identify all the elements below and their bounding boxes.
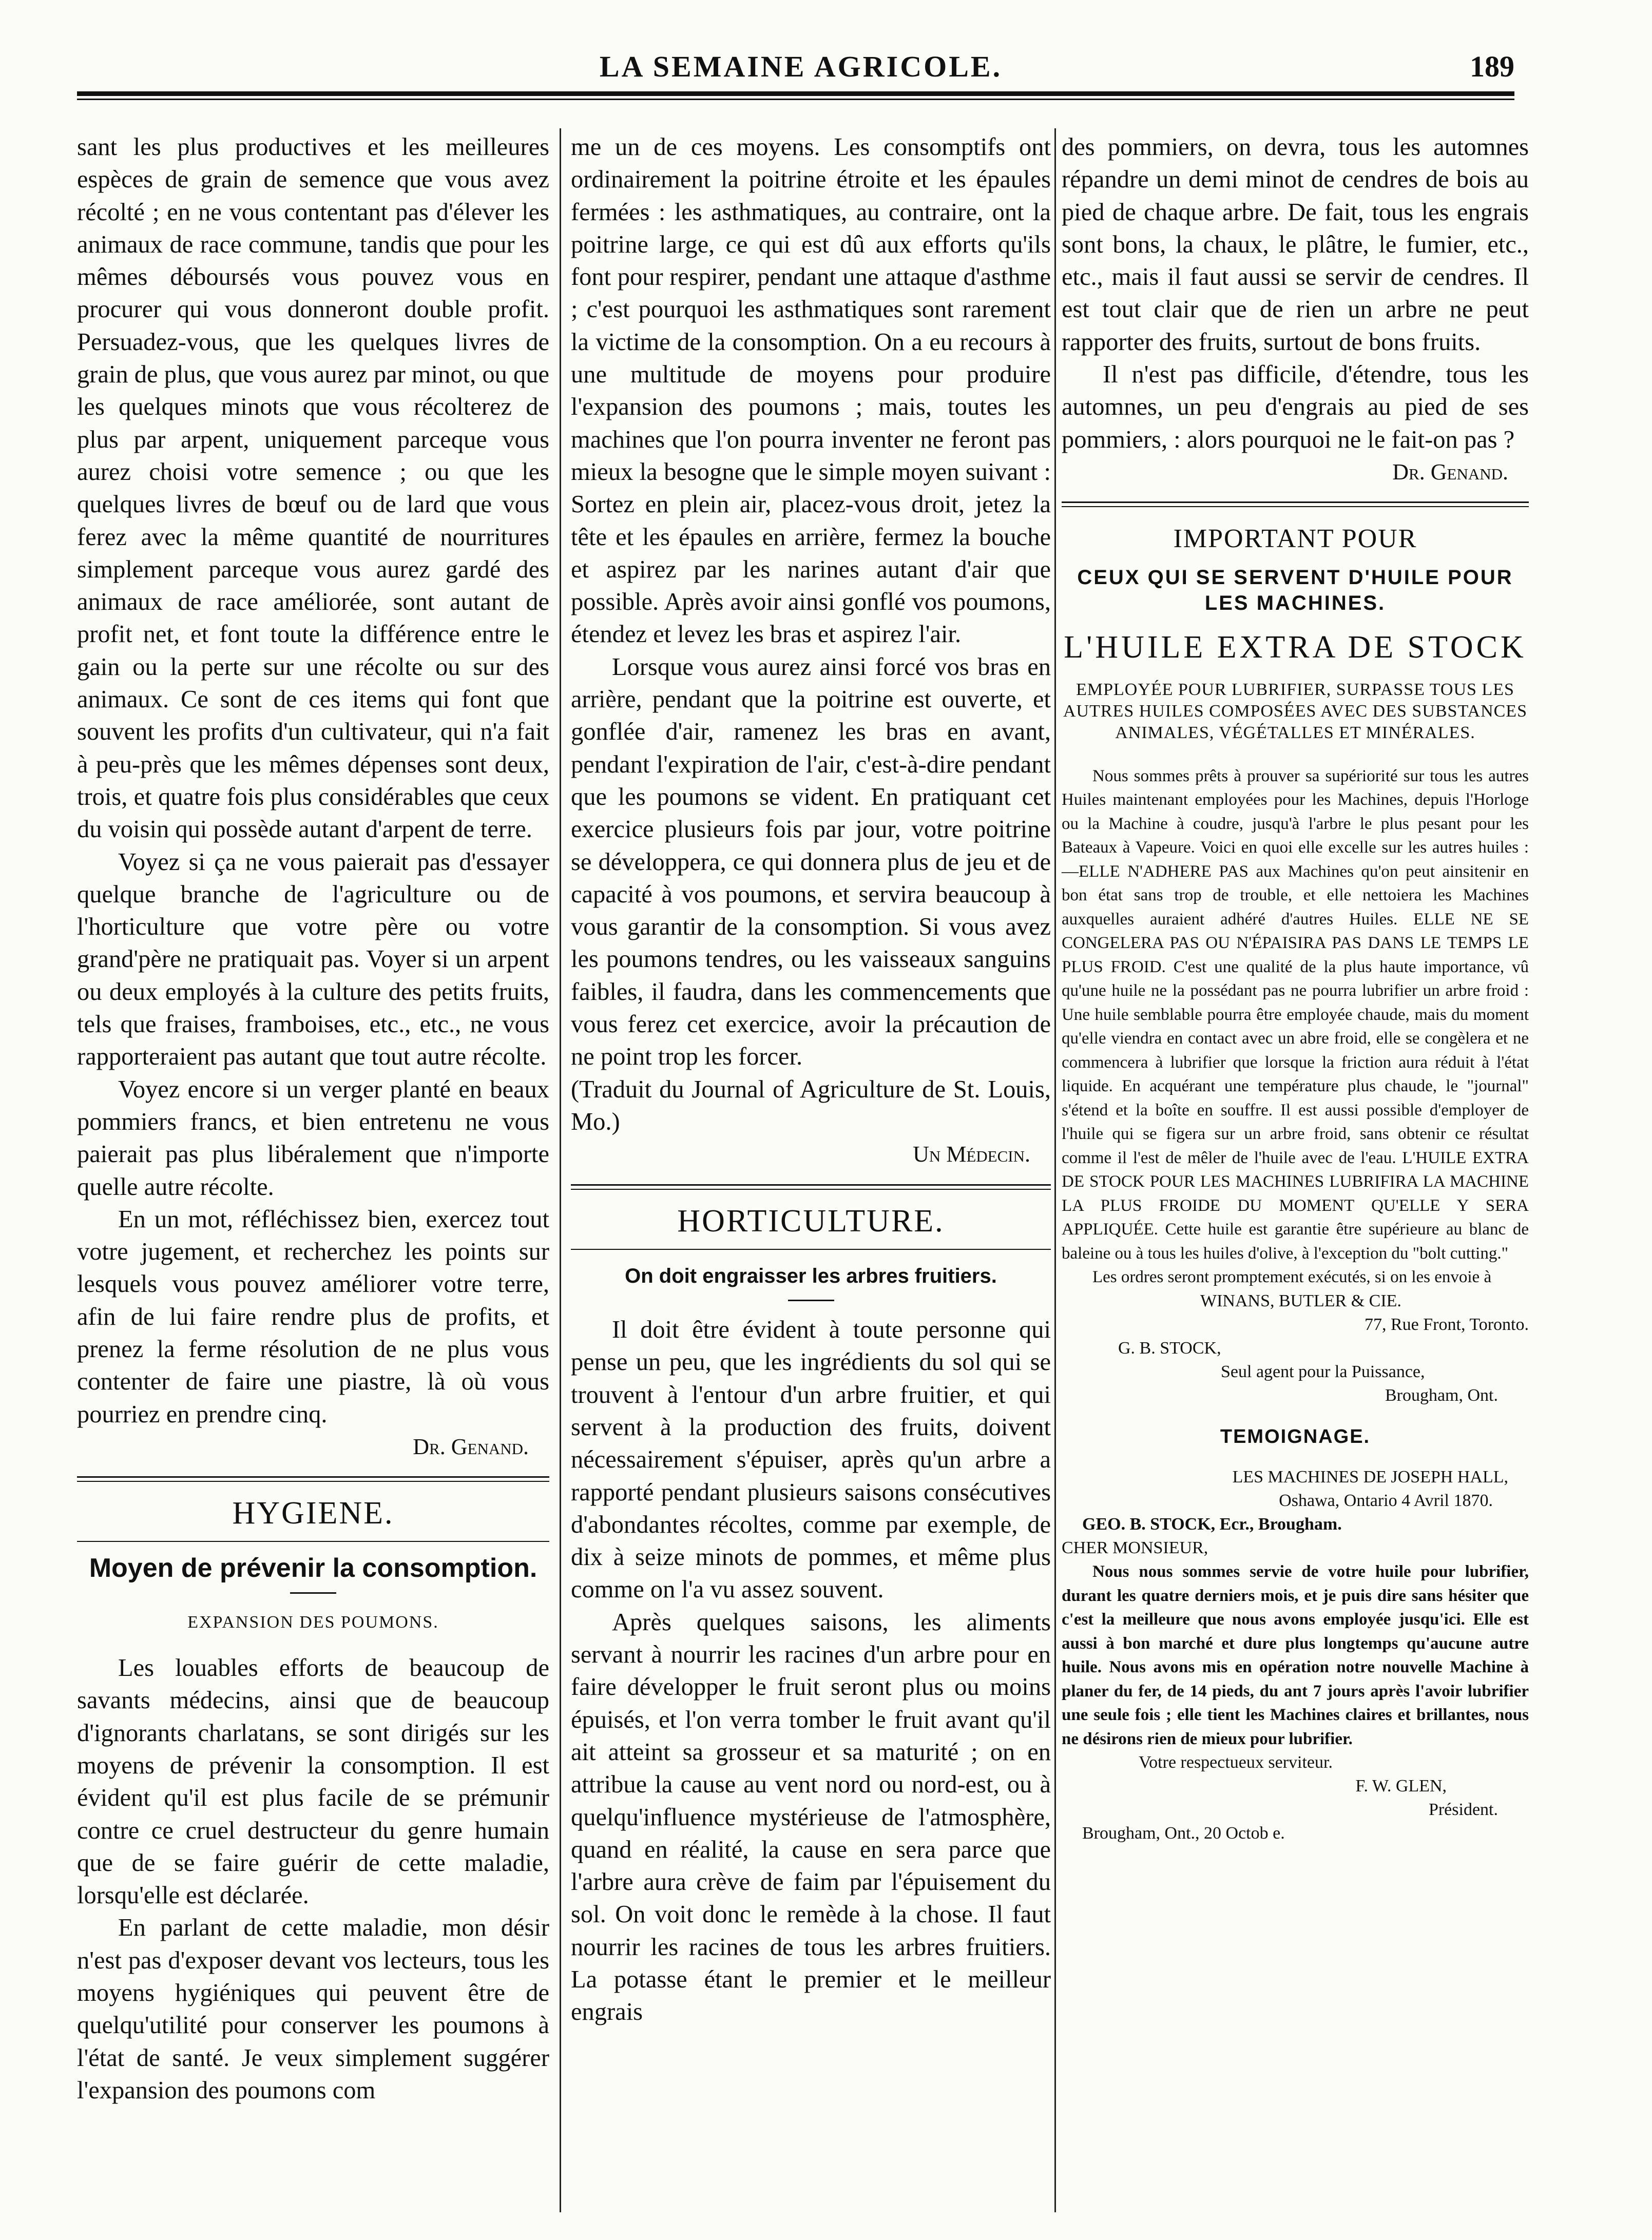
- section-rule-thin: [571, 1189, 1051, 1190]
- column-divider: [1054, 128, 1056, 2212]
- advertisement-body: Nous sommes prêts à prouver sa supériorité sur tous les autres Huiles maintenant employées pour les Machines, depuis l'Horloge ou la Machine à coudre, jusqu'à l'arbre le plus pesant pour les Bateaux à Vapeure. Voici en quoi elle excelle sur les autres huiles : —ELLE N'ADHERE PAS aux Machines qu'on peut ainsitenir en bon état sans trop de trouble, et elle nettoiera les Machines auxquelles auraient adhéré d'autres Huiles. ELLE NE SE CONGELERA PAS OU N'ÉPAISIRA PAS DANS LE TEMPS LE PLUS FROID. C'est une qualité de la plus haute importance, vû qu'une huile ne la possédant pas ne pourra lubrifier un arbre froid : Une huile semblable pourra être employée chaude, mais du moment qu'elle viendra en contact avec un abre froid, elle se congèlera et ne commencera à lubrifier que lorsque la friction aura réduit à l'état liquide. En acquérant une température plus chaude, le "journal" s'étend et la boîte en souffre. Il est aussi possible d'employer de l'huile qui se figera sur un arbre froid, sans obtenir ce résultat comme il l'est de mêler de l'huile avec de l'eau. L'HUILE EXTRA DE STOCK POUR LES MACHINES LUBRIFIRA LA MACHINE LA PLUS FROIDE DU MOMENT QU'ELLE Y SERA APPLIQUÉE. Cette huile est garantie être supérieure au blanc de baleine ou à tous les huiles d'olive, à l'exception du "bolt cutting.": [1062, 766, 1529, 1263]
- paragraph: Il n'est pas difficile, d'étendre, tous les automnes, un peu d'engrais au pied de ses pommiers, : alors pourquoi ne le fait-on pas ?: [1062, 361, 1529, 453]
- header-rule-thin: [77, 99, 1514, 100]
- page-header: [87, 49, 1514, 85]
- header-title: LA SEMAINE AGRICOLE.: [599, 50, 1003, 83]
- title-dash: [788, 1300, 834, 1301]
- article-title: Moyen de prévenir la consomption.: [89, 1553, 537, 1584]
- column-divider: [560, 128, 561, 2212]
- testimonial-date: Oshawa, Ontario 4 Avril 1870.: [1279, 1491, 1493, 1511]
- advertisement-product: L'HUILE EXTRA DE STOCK: [1064, 629, 1527, 665]
- company-address: 77, Rue Front, Toronto.: [1365, 1315, 1529, 1334]
- section-title: HORTICULTURE.: [677, 1203, 945, 1239]
- column-1: [77, 131, 549, 2107]
- citation: (Traduit du Journal of Agriculture de St. Louis, Mo.): [571, 1075, 1051, 1135]
- header-rule: [77, 91, 1514, 96]
- testimonial-salutation: CHER MONSIEUR,: [1062, 1538, 1208, 1558]
- advertisement-claims: EMPLOYÉE POUR LUBRIFIER, SURPASSE TOUS LES AUTRES HUILES COMPOSÉES AVEC DES SUBSTANCES ANIMALES, VÉGÉTALLES ET MINÉRALES.: [1063, 680, 1527, 742]
- testimonial-signer-title: Président.: [1428, 1800, 1498, 1820]
- section-title: HYGIENE.: [232, 1496, 394, 1531]
- testimonial-closing: Votre respectueux serviteur.: [1139, 1753, 1333, 1772]
- agent-name: G. B. STOCK,: [1118, 1338, 1221, 1358]
- paragraph: Il doit être évident à toute personne qui pense un peu, que les ingrédients du sol qui se trouvent à l'entour d'un arbre fruitier, et qui servent à la production des fruits, doivent nécessairement s'épuiser, après qu'un arbre a rapporté pendant plusieurs saisons consécutives d'abondantes récoltes, comme par exemple, de dix à seize minots de pommes, et même plus comme on l'a vu assez souvent.: [571, 1316, 1051, 1604]
- company-name: WINANS, BUTLER & CIE.: [1200, 1291, 1401, 1310]
- paragraph: En parlant de cette maladie, mon désir n'est pas d'exposer devant vos lecteurs, tous les moyens hygiéniques qui peuvent être de quelqu'utilité pour conserver les poumons à l'état de santé. Je veux simplement suggérer l'expansion des poumons com: [77, 1914, 549, 2104]
- section-rule: [77, 1476, 549, 1478]
- article-title: On doit engraisser les arbres fruitiers.: [625, 1264, 997, 1287]
- page-number: 189: [1470, 50, 1514, 83]
- agent-title: Seul agent pour la Puissance,: [1221, 1362, 1425, 1381]
- testimonial-recipient: GEO. B. STOCK, Ecr., Brougham.: [1082, 1515, 1342, 1534]
- paragraph: Voyez encore si un verger planté en beaux pommiers francs, et bien entretenu ne vous paierait pas plus libéralement que n'importe quelle autre récolte.: [77, 1075, 549, 1201]
- signature: Dr. Genand.: [413, 1434, 529, 1459]
- paragraph: En un mot, réfléchissez bien, exercez tout votre jugement, et recherchez les points sur lesquels vous pouvez améliorer votre terre, afin de lui faire rendre plus de profits, et prenez la ferme résolution de ne plus vous contenter de faire une piastre, là où vous pourriez en prendre cinq.: [77, 1205, 549, 1428]
- signature: Dr. Genand.: [1392, 459, 1508, 485]
- column-3: [1062, 131, 1529, 1845]
- section-rule-thin: [77, 1541, 549, 1542]
- column-2: [571, 131, 1051, 2029]
- article-subtitle: EXPANSION DES POUMONS.: [187, 1612, 439, 1632]
- testimonial-signer: F. W. GLEN,: [1355, 1776, 1447, 1796]
- paragraph: Les louables efforts de beaucoup de savants médecins, ainsi que de beaucoup d'ignorants charlatans, se sont dirigés sur les moyens de prévenir la consomption. Il est évident qu'il est plus facile de se prémunir contre ce cruel destructeur du genre humain que de se faire guérir de cette maladie, lorsqu'elle est déclarée.: [77, 1654, 549, 1909]
- advertisement-heading: IMPORTANT POUR: [1173, 524, 1417, 554]
- section-rule-thin: [1062, 506, 1529, 507]
- paragraph: des pommiers, on devra, tous les automnes répandre un demi minot de cendres de bois au pied de chaque arbre. De fait, tous les engrais sont bons, la chaux, le plâtre, le fumier, etc., etc., mais il faut aussi se servir de cendres. Il est tout clair que de rien un arbre ne peut rapporter des fruits, surtout de bons fruits.: [1062, 133, 1529, 356]
- agent-location: Brougham, Ont.: [1385, 1385, 1498, 1405]
- testimonial-title: TEMOIGNAGE.: [1220, 1425, 1371, 1447]
- section-rule-thin: [571, 1249, 1051, 1250]
- testimonial-body: Nous nous sommes servie de votre huile pour lubrifier, durant les quatre derniers mois, et je puis dire sans hésiter que c'est la meilleure que nous avons employée jusqu'ici. Elle est aussi à bon marché et dure plus longtemps qu'aucune autre huile. Nous avons mis en opération notre nouvelle Machine à planer du fer, de 14 pieds, du ant 7 jours après l'avoir lubrifier une seule fois ; elle tient les Machines claires et brillantes, nous ne désirons rien de mieux pour lubrifier.: [1062, 1562, 1529, 1748]
- testimonial-place-date: Brougham, Ont., 20 Octob e.: [1082, 1824, 1285, 1843]
- section-rule: [571, 1184, 1051, 1186]
- section-rule-thin: [77, 1481, 549, 1482]
- paragraph: me un de ces moyens. Les consomptifs ont ordinairement la poitrine étroite et les épaules fermées : les asthmatiques, au contraire, ont la poitrine large, ce qui est dû aux efforts qu'ils font pour respirer, pendant une attaque d'asthme ; c'est pourquoi les asthmatiques sont rarement la victime de la consomption. On a eu recours à une multitude de moyens pour produire l'expansion des poumons ; mais, toutes les machines que l'on pourra inventer ne feront pas mieux la besogne que le simple moyen suivant : Sortez en plein air, placez-vous droit, jetez la tête et les épaules en arrière, fermez la bouche et aspirez par les narines autant d'air que possible. Après avoir ainsi gonflé vos poumons, étendez et levez les bras et aspirez l'air.: [571, 133, 1051, 648]
- paragraph: Lorsque vous aurez ainsi forcé vos bras en arrière, pendant que la poitrine est ouverte, et gonflée d'air, ramenez les bras en avant, pendant l'expiration de l'air, c'est-à-dire pendant que les poumons se vident. En pratiquant cet exercice plusieurs fois par jour, votre poitrine se développera, ce qui donnera plus de jeu et de capacité à vos poumons, et servira beaucoup à vous garantir de la consomption. Si vous avez les poumons tendres, ou les vaisseaux sanguins faibles, il faudra, dans les commencements que vous ferez cet exercice, avoir la précaution de ne point trop les forcer.: [571, 653, 1051, 1071]
- paragraph: sant les plus productives et les meilleures espèces de grain de semence que vous avez récolté ; en ne vous contentant pas d'élever les animaux de race commune, tandis que pour les mêmes déboursés vous pouvez vous en procurer qui vous donneront double profit. Persuadez-vous, que les quelques livres de grain de plus, que vous aurez par minot, ou que les quelques minots que vous récolterez de plus par arpent, uniquement parceque vous aurez choisi votre semence ; ou que les quelques livres de bœuf ou de lard que vous ferez avec la même quantité de nourritures simplement parceque vous aurez gardé des animaux de race améliorée, sont autant de profit net, et font toute la différence entre le gain ou la perte sur une récolte ou sur des animaux. Ce sont de ces items qui font que souvent les profits d'un cultivateur, qui n'a fait à peu-près que les mêmes dépenses sont deux, trois, et quatre fois plus considérables que ceux du voisin qui possède autant d'arpent de terre.: [77, 133, 549, 843]
- advertisement-subheading: CEUX QUI SE SERVENT D'HUILE POUR LES MACHINES.: [1077, 566, 1513, 614]
- title-dash: [290, 1592, 336, 1594]
- paragraph: Voyez si ça ne vous paierait pas d'essayer quelque branche de l'agriculture ou de l'horticulture que votre père ou votre grand'père ne pratiquait pas. Voyer si un arpent ou deux employés à la culture des petits fruits, tels que fraises, framboises, etc., etc., ne vous rapporteraient pas autant que tout autre récolte.: [77, 848, 549, 1071]
- section-rule: [1062, 501, 1529, 503]
- advertisement-order-note: Les ordres seront promptement exécutés, si on les envoie à: [1092, 1268, 1492, 1287]
- paragraph: Après quelques saisons, les aliments servant à nourrir les racines d'un arbre pour en faire développer le fruit seront plus ou moins épuisés, et l'on verra tomber le fruit avant qu'il ait atteint sa grosseur et sa maturité ; on en attribue la cause au vent nord ou nord-est, ou à quelqu'influence mystérieuse de l'atmosphère, quand en réalité, la cause en sera parce que l'arbre aura crève de faim par l'épuisement du sol. On voit donc le remède à la chose. Il faut nourrir les racines de tous les arbres fruitiers. La potasse étant le premier et le meilleur engrais: [571, 1608, 1051, 2026]
- signature: Un Médecin.: [913, 1142, 1030, 1167]
- testimonial-letterhead: LES MACHINES DE JOSEPH HALL,: [1232, 1467, 1508, 1487]
